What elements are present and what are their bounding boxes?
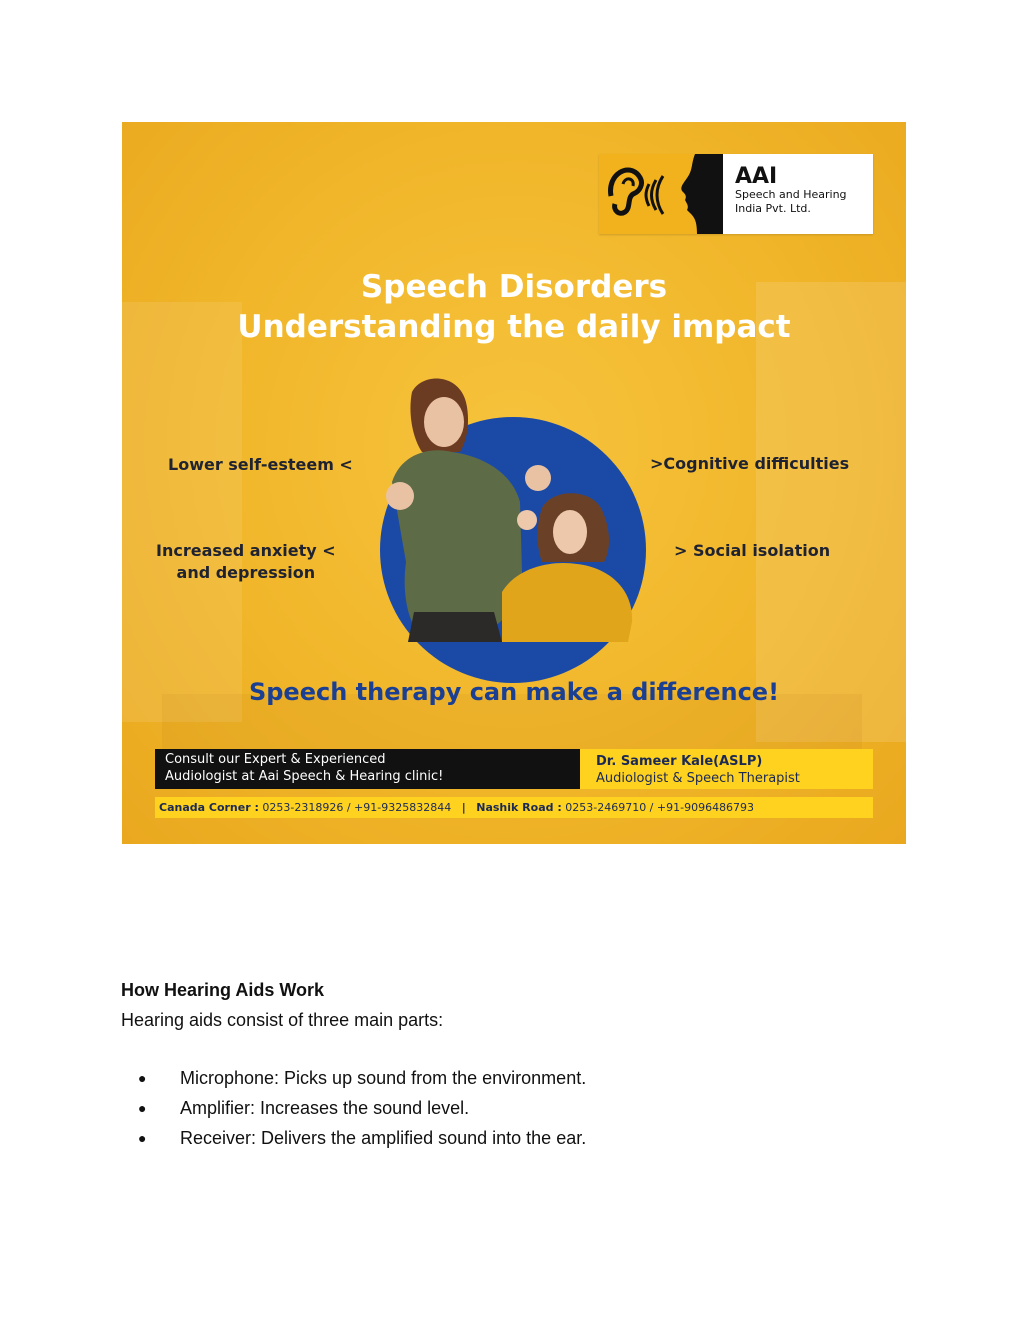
doctor-title: Audiologist & Speech Therapist [596,771,800,786]
consult-line-2: Audiologist at Aai Speech & Hearing clinic! [165,769,444,784]
bullet-icon: ● [138,1070,147,1086]
location-2-label: Nashik Road : [476,801,562,814]
impact-cognitive-difficulties: >Cognitive difficulties [650,454,850,473]
bullet-icon: ● [138,1130,147,1146]
impact-social-isolation: > Social isolation [674,541,831,560]
headline-line-2: Understanding the daily impact [237,309,791,345]
list-item [121,1123,901,1153]
logo-line-2: India Pvt. Ltd. [735,202,811,215]
poster-tagline: Speech therapy can make a difference! [248,678,780,706]
headline-line-1: Speech Disorders [360,269,668,305]
promo-poster [122,122,906,844]
section-heading: How Hearing Aids Work [121,980,325,1000]
therapist-child-photo [122,122,906,844]
list-item-text: Amplifier: Increases the sound level. [180,1098,470,1118]
parts-list [121,1063,901,1153]
list-item [121,1093,901,1123]
contact-strip [155,797,873,818]
consult-banner [155,749,580,789]
bullet-icon: ● [138,1100,147,1116]
article-section [121,977,901,1153]
location-2-phones: 0253-2469710 / +91-9096486793 [565,801,755,814]
impact-anxiety-depression [156,540,336,584]
logo-brand: AAI [735,164,778,189]
consult-line-1: Consult our Expert & Experienced [165,752,386,767]
impact-lower-self-esteem: Lower self-esteem < [168,455,353,474]
location-1-label: Canada Corner : [159,801,259,814]
location-1-phones: 0253-2318926 / +91-9325832844 [262,801,452,814]
doctor-name: Dr. Sameer Kale(ASLP) [596,754,763,769]
list-item-text: Receiver: Delivers the amplified sound into the ear. [180,1128,587,1148]
impact-anxiety-line-2: and depression [176,563,316,582]
list-item [121,1063,901,1093]
impact-anxiety-line-1: Increased anxiety < [156,541,336,560]
list-item-text: Microphone: Picks up sound from the environment. [180,1068,587,1088]
doctor-banner [580,749,873,789]
contact-separator: | [461,801,466,814]
logo-line-1: Speech and Hearing [735,188,847,201]
section-intro: Hearing aids consist of three main parts: [121,1010,444,1030]
